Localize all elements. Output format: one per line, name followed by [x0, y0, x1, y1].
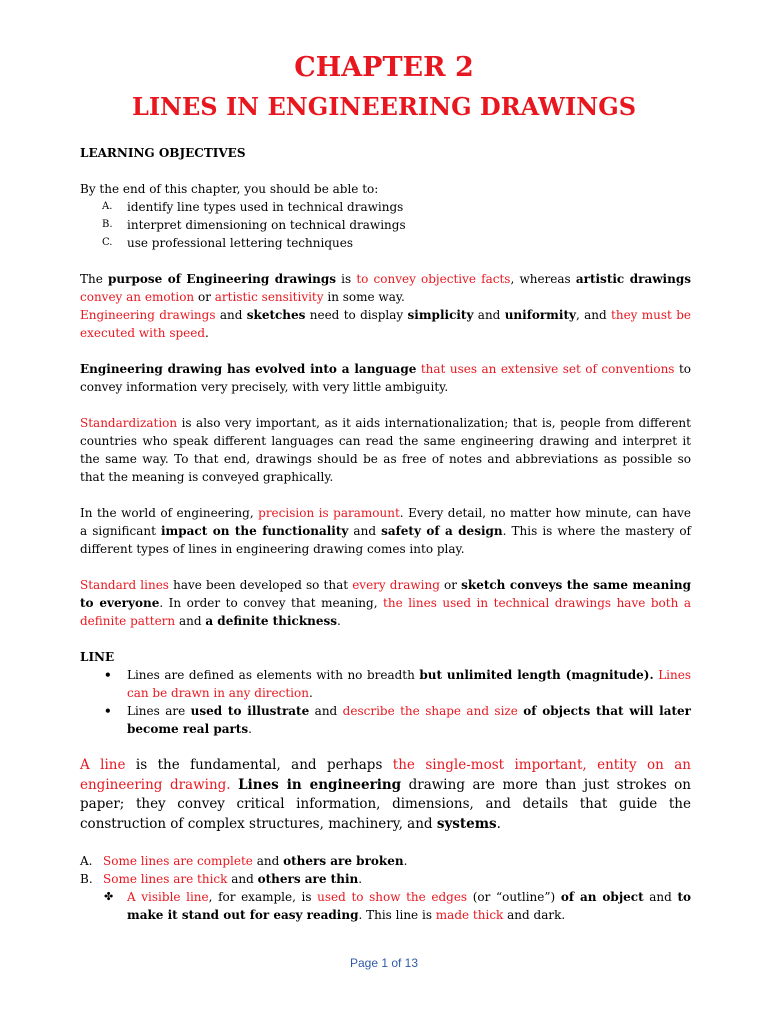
text-run-red: made thick — [435, 908, 504, 922]
text-run: is the fundamental, and perhaps — [125, 757, 393, 773]
text-run-red: A line — [80, 757, 126, 773]
list-marker: B. — [80, 872, 93, 886]
text-run-bold: a definite thickness — [205, 614, 338, 628]
list-marker: A. — [102, 201, 113, 212]
text-run: and — [175, 614, 206, 628]
text-run-red: Lines can be drawn in any direction — [127, 668, 691, 700]
text-run-bold: of an object — [560, 890, 644, 904]
text-run: or — [194, 290, 215, 304]
text-run: . In order to convey that meaning, — [159, 596, 384, 610]
text-run: . — [205, 326, 209, 340]
text-run: In the world of engineering, — [80, 506, 259, 520]
text-run-bold: Engineering drawing has evolved into a language — [80, 362, 417, 376]
list-item — [102, 234, 406, 252]
text-run-red: they must be executed with speed — [80, 308, 691, 340]
text-run: and — [215, 308, 247, 322]
text-run-bold: sketches — [246, 308, 306, 322]
text-run-red: every drawing — [352, 578, 440, 592]
text-run-bold: sketch conveys the same meaning to everyone — [80, 578, 691, 610]
text-run-bold: systems — [436, 815, 497, 832]
text-run: drawing are more than just strokes on paper; they convey critical information, dimensions, and details that guide the construction of complex structures, machinery, and — [80, 776, 691, 832]
text-run: . This is where the mastery of different types of lines in engineering drawing comes into play. — [80, 524, 691, 556]
list-item — [102, 216, 406, 234]
list-item — [104, 888, 691, 924]
list-item — [104, 702, 691, 738]
text-run-bold: artistic drawings — [575, 272, 691, 286]
text-run-red: Engineering drawings — [80, 308, 216, 322]
list-item — [104, 666, 691, 702]
text-run-bold: safety of a design — [381, 524, 503, 538]
text-run: . This line is — [358, 908, 436, 922]
text-run-bold: Lines in engineering — [238, 776, 402, 793]
list-item-text: use professional lettering techniques — [127, 236, 353, 250]
text-run-bold: others are broken — [283, 854, 404, 868]
text-run: is also very important, as it aids internationalization; that is, people from different countries who speak different languages can read the same engineering drawing and interpret it the same way. To that end, drawings should be as free of notes and abbreviations as possible so that the meaning is conveyed graphically. — [80, 416, 691, 484]
text-run-red: used to show the edges — [317, 890, 468, 904]
objectives-heading: LEARNING OBJECTIVES — [80, 146, 246, 160]
language-paragraph — [80, 360, 691, 396]
text-run-bold: uniformity — [504, 308, 576, 322]
text-run-bold: purpose of Engineering drawings — [108, 272, 337, 286]
text-run-bold: but unlimited length (magnitude). — [419, 668, 654, 682]
text-run-bold: others are thin — [257, 872, 359, 886]
list-item-text — [103, 870, 362, 888]
text-run-bold: impact on the functionality — [160, 524, 349, 538]
list-item — [80, 852, 691, 870]
text-run-red: precision is paramount — [258, 506, 400, 520]
chapter-title: CHAPTER 2 — [294, 52, 474, 83]
text-run: . — [337, 614, 341, 628]
visible-line-bullet — [104, 888, 691, 924]
text-run-red: the single-most important, entity on an engineering drawing. — [80, 757, 691, 793]
list-item-text — [103, 852, 407, 870]
list-item — [80, 870, 691, 888]
text-run: and — [643, 890, 678, 904]
text-run-red: that uses an extensive set of conventions — [420, 362, 675, 376]
text-run-bold: to make it stand out for easy reading — [127, 890, 691, 922]
line-heading: LINE — [80, 650, 115, 664]
bullet-icon: • — [104, 704, 112, 718]
purpose-paragraph — [80, 270, 691, 342]
objectives-intro: By the end of this chapter, you should be able to: — [80, 182, 379, 196]
text-run: , for example, is — [208, 890, 318, 904]
text-run-bold: simplicity — [407, 308, 474, 322]
text-run: . — [403, 854, 408, 868]
standard-lines-paragraph — [80, 576, 691, 630]
text-run: in some way. — [323, 290, 405, 304]
text-run: Lines are defined as elements with no breadth — [127, 668, 420, 682]
text-run: is — [336, 272, 357, 286]
text-run-red: Standard lines — [80, 578, 169, 592]
objectives-list — [102, 198, 406, 252]
list-item-text: interpret dimensioning on technical drawings — [127, 218, 406, 232]
text-run: Lines are — [127, 704, 191, 718]
text-run-red: Some lines are thick — [103, 872, 228, 886]
text-run: (or “outline”) — [467, 890, 561, 904]
text-run: , and — [575, 308, 612, 322]
text-run: . — [496, 815, 501, 832]
precision-paragraph — [80, 504, 691, 558]
list-marker: C. — [102, 237, 113, 248]
text-run: and — [309, 704, 343, 718]
line-bullet-list — [104, 666, 691, 738]
page-number: Page 1 of 13 — [349, 956, 419, 970]
list-marker: A. — [80, 854, 93, 868]
text-run-red: the lines used in technical drawings have both a definite pattern — [80, 596, 691, 628]
text-run: . Every detail, no matter how minute, can have a significant — [80, 506, 691, 538]
text-run-red: convey an emotion — [80, 290, 195, 304]
text-run: and — [227, 872, 258, 886]
text-run: and — [252, 854, 284, 868]
text-run: and dark. — [503, 908, 566, 922]
text-run: and — [348, 524, 382, 538]
text-run: . — [308, 686, 313, 700]
text-run-red: Standardization — [80, 416, 178, 430]
text-run-red: A visible line — [127, 890, 209, 904]
text-run: and — [473, 308, 505, 322]
text-run: or — [439, 578, 462, 592]
list-item-text: identify line types used in technical drawings — [127, 200, 404, 214]
fundamental-paragraph — [80, 756, 691, 834]
standardization-paragraph — [80, 414, 691, 486]
text-run: , whereas — [510, 272, 576, 286]
text-run-red: artistic sensitivity — [214, 290, 324, 304]
text-run-red: Some lines are complete — [103, 854, 253, 868]
text-run: to convey information very precisely, with very little ambiguity. — [80, 362, 691, 394]
list-item — [102, 198, 406, 216]
text-run: The — [80, 272, 108, 286]
text-run-red: describe the shape and size — [342, 704, 518, 718]
text-run-bold: used to illustrate — [190, 704, 310, 718]
text-run: . — [248, 722, 252, 736]
text-run: have been developed so that — [168, 578, 353, 592]
list-marker: B. — [102, 219, 113, 230]
text-run-red: to convey objective facts — [356, 272, 511, 286]
flower-bullet-icon: ✤ — [104, 890, 114, 903]
text-run: need to display — [305, 308, 408, 322]
text-run-bold: of objects that will later become real parts — [127, 704, 691, 736]
text-run: . — [358, 872, 363, 886]
line-kinds-list — [80, 852, 691, 888]
bullet-icon: • — [104, 668, 112, 682]
chapter-subtitle: LINES IN ENGINEERING DRAWINGS — [131, 92, 637, 121]
